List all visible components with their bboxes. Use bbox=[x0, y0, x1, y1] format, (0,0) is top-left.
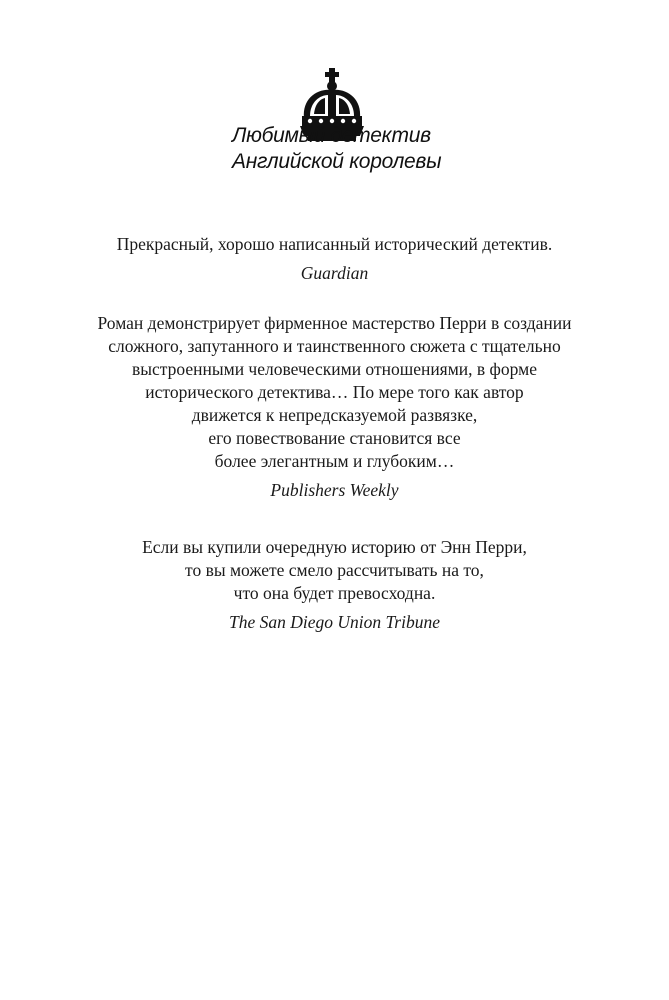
quote-source: Guardian bbox=[300, 263, 369, 283]
quote-line: Если вы купили очередную историю от Энн Перри, bbox=[142, 537, 527, 557]
series-title-line-1: Любимый детектив bbox=[232, 124, 431, 147]
quote-line: Прекрасный, хорошо написанный исторический детектив. bbox=[116, 234, 553, 254]
quote-line: что она будет превосходна. bbox=[233, 583, 436, 603]
quote-line: его повествование становится все bbox=[208, 428, 461, 448]
quote-line: выстроенными человеческими отношениями, в форме bbox=[132, 359, 537, 379]
quote-line: то вы можете смело рассчитывать на то, bbox=[185, 560, 484, 580]
quote-source: Publishers Weekly bbox=[270, 480, 399, 500]
series-emblem bbox=[232, 68, 452, 186]
quote-line: движется к непредсказуемой развязке, bbox=[191, 405, 478, 425]
quote-line: сложного, запутанного и таинственного сюжета с тщательно bbox=[108, 336, 561, 356]
quote-line: Роман демонстрирует фирменное мастерство Перри в создании bbox=[97, 313, 572, 333]
series-title-line-2: Английской королевы bbox=[232, 150, 442, 173]
quote-source: The San Diego Union Tribune bbox=[229, 612, 440, 632]
review-quote-publishers-weekly bbox=[0, 312, 669, 502]
quote-line: исторического детектива… По мере того как автор bbox=[145, 382, 524, 402]
review-quote-guardian bbox=[0, 233, 669, 285]
quote-line: более элегантным и глубоким… bbox=[214, 451, 455, 471]
review-quote-san-diego-union-tribune bbox=[0, 536, 669, 634]
